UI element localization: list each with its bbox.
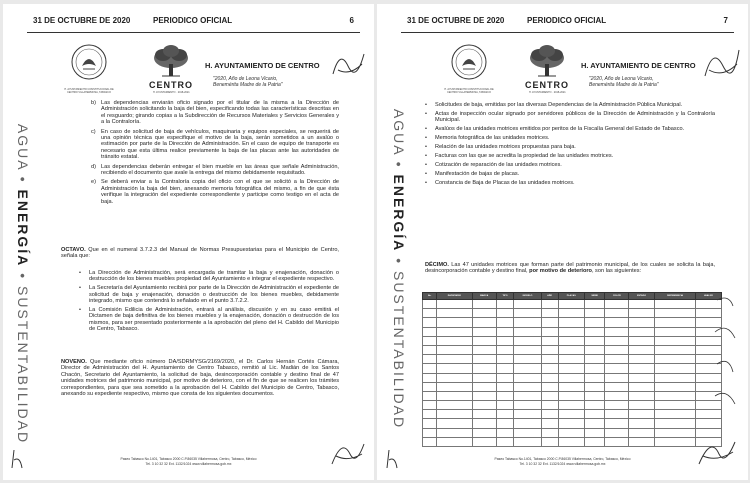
table-cell [655, 428, 696, 437]
table-cell [584, 391, 605, 400]
table-cell [541, 428, 558, 437]
table-header-row [423, 293, 722, 300]
list-item: • Constancia de Baja de Placas de las unidades motrices. [425, 179, 575, 186]
table-header-cell: ESTADO [629, 293, 655, 300]
table-cell [558, 382, 584, 391]
table-cell [496, 327, 514, 336]
table-cell [514, 401, 541, 410]
noveno-text: Que mediante oficio número DA/SDRMYSG/2169/2020, el Dr. Carlos Hernán Cortés Cámara, Director de Administración del H. Ayuntamiento de Centro Tabasco, remitió al Lic. Madián de los Santos Chacón, Secretario del Ayuntamiento, la solicitud de baja, desincorporación contable y destino final de 47 unidades motrices del patrimonio municipal, por motivo de deterioro, con el fin de que se realicen los trámites correspondientes, para que sea sometido a la aprobación del H. Cabildo del Municipio de Centro, Tabasco, anexando su expediente respectivo, mismo que consta de los siguientes documentos. [61, 359, 339, 398]
table-cell [437, 364, 472, 373]
table-cell [496, 419, 514, 428]
table-cell [655, 401, 696, 410]
decimo-label: DÉCIMO. [425, 262, 449, 268]
footer-address: Paseo Tabasco No.1401, Tabasco 2000 C.P.86035 Villahermosa, Centro, Tabasco, México [120, 457, 257, 461]
table-cell [496, 345, 514, 354]
table-cell [655, 382, 696, 391]
header-date: 31 DE OCTUBRE DE 2020 [33, 16, 131, 25]
table-cell [629, 336, 655, 345]
list-item: • Facturas con las que se acredita la propiedad de las unidades motrices. [425, 152, 614, 159]
page-footer [417, 457, 708, 466]
table-cell [437, 373, 472, 382]
table-cell [496, 373, 514, 382]
table-cell [584, 300, 605, 309]
table-row [423, 401, 722, 410]
table-cell [423, 364, 437, 373]
table-cell [514, 318, 541, 327]
table-cell [584, 345, 605, 354]
table-cell [629, 318, 655, 327]
vehicles-table [422, 292, 722, 447]
table-cell [437, 382, 472, 391]
table-cell [605, 364, 629, 373]
table-header-cell: SERIE [584, 293, 605, 300]
vertical-slogan [387, 104, 411, 434]
table-cell [472, 428, 496, 437]
table-cell [472, 373, 496, 382]
table-cell [472, 437, 496, 446]
body-text [91, 100, 339, 208]
left-page [3, 4, 374, 480]
list-item: d) Las dependencias deberán entregar el bien mueble en las áreas que señale Administración, recibiendo el documento que avale la entrega del mismo debidamente requisitado. [91, 163, 339, 177]
centro-logo-text: CENTRO [149, 80, 193, 90]
table-cell [605, 327, 629, 336]
table-cell [629, 355, 655, 364]
table-cell [514, 373, 541, 382]
motto-line-1: "2020, Año de Leona Vicario, [213, 76, 278, 82]
table-cell [423, 437, 437, 446]
header-date: 31 DE OCTUBRE DE 2020 [407, 16, 505, 25]
table-cell [423, 419, 437, 428]
table-cell [496, 318, 514, 327]
centro-logo-subtext: H. AYUNTAMIENTO · 2018-2021 [529, 91, 566, 94]
table-cell [541, 336, 558, 345]
table-cell [655, 437, 696, 446]
table-header-cell: No. [423, 293, 437, 300]
table-cell [423, 336, 437, 345]
table-cell [584, 355, 605, 364]
table-cell [558, 419, 584, 428]
table-cell [541, 382, 558, 391]
table-cell [423, 327, 437, 336]
decimo-text: Las 47 unidades motrices que forman parte del patrimonio municipal, de los cuales se solicita la baja, desincorporación contable y destino final, [425, 262, 715, 275]
page-number: 6 [349, 16, 354, 25]
table-cell [514, 428, 541, 437]
table-cell [629, 300, 655, 309]
table-row [423, 364, 722, 373]
table-cell [514, 391, 541, 400]
list-item: • La Dirección de Administración, será encargada de tramitar la baja y enajenación, donación o destrucción de los bienes muebles propiedad del Ayuntamiento e integrar el expediente respectivo. [79, 270, 339, 283]
table-cell [423, 355, 437, 364]
table-cell [423, 345, 437, 354]
table-cell [472, 336, 496, 345]
vertical-slogan [11, 114, 35, 454]
table-cell [605, 345, 629, 354]
table-cell [605, 437, 629, 446]
signature-bottom-left [8, 446, 28, 470]
table-header-cell: AVALÚO [696, 293, 722, 300]
table-cell [605, 373, 629, 382]
table-cell [541, 318, 558, 327]
table-cell [437, 391, 472, 400]
table-cell [496, 364, 514, 373]
table-cell [655, 345, 696, 354]
table-row [423, 309, 722, 318]
table-cell [496, 410, 514, 419]
centro-logo-subtext: H. AYUNTAMIENTO · 2018-2021 [153, 91, 190, 94]
table-cell [558, 401, 584, 410]
table-cell [655, 327, 696, 336]
header-title: PERIODICO OFICIAL [153, 16, 233, 25]
documents-list [425, 102, 715, 189]
table-cell [655, 410, 696, 419]
table-cell [437, 428, 472, 437]
table-cell [584, 373, 605, 382]
slogan-sustentabilidad: • SUSTENTABILIDAD [391, 258, 407, 430]
table-cell [437, 318, 472, 327]
table-cell [584, 309, 605, 318]
table-cell [655, 391, 696, 400]
table-cell [655, 318, 696, 327]
table-cell [496, 391, 514, 400]
table-cell [558, 428, 584, 437]
table-cell [584, 437, 605, 446]
motto [213, 76, 283, 88]
list-item: • Actas de inspección ocular signado por servidores públicos de la Dirección de Administración y la Contraloría Municipal. [425, 110, 715, 124]
table-row [423, 382, 722, 391]
table-cell [514, 300, 541, 309]
table-cell [437, 410, 472, 419]
signature-bottom-right [695, 434, 739, 470]
table-cell [437, 355, 472, 364]
table-cell [558, 373, 584, 382]
table-cell [629, 373, 655, 382]
ayuntamiento-title: H. AYUNTAMIENTO DE CENTRO [581, 61, 696, 70]
table-cell [655, 364, 696, 373]
table-cell [605, 410, 629, 419]
table-cell [584, 318, 605, 327]
slogan-agua: AGUA • [391, 108, 407, 169]
table-cell [423, 410, 437, 419]
table-cell [558, 437, 584, 446]
table-cell [472, 382, 496, 391]
table-cell [472, 355, 496, 364]
list-item: b) Las dependencias enviarán oficio signado por el titular de la misma a la Dirección de Administración solicitando la baja del bien, especificando todas las características descritas en el resguardo; girando copias a la Subdirección de Recursos Materiales y Servicios Generales y a la Contraloría. [91, 100, 339, 126]
table-cell [558, 345, 584, 354]
table-cell [496, 336, 514, 345]
header-divider [27, 32, 360, 33]
table-cell [605, 336, 629, 345]
table-cell [558, 391, 584, 400]
signature-top-right [699, 42, 743, 84]
table-cell [541, 401, 558, 410]
table-row [423, 391, 722, 400]
table-cell [423, 391, 437, 400]
octavo-label: OCTAVO. [61, 247, 86, 253]
signature-top-right [328, 44, 368, 84]
octavo-text: Que en el numeral 3.7.2.3 del Manual de Normas Presupuestarias para el Municipio de Centro, señala que: [61, 247, 339, 260]
table-cell [437, 336, 472, 345]
ayuntamiento-title: H. AYUNTAMIENTO DE CENTRO [205, 61, 320, 70]
table-cell [514, 364, 541, 373]
table-row [423, 410, 722, 419]
table-cell [541, 355, 558, 364]
table-cell [541, 345, 558, 354]
table-cell [584, 336, 605, 345]
table-cell [496, 300, 514, 309]
table-cell [629, 419, 655, 428]
table-cell [514, 437, 541, 446]
table-cell [541, 300, 558, 309]
table-cell [437, 300, 472, 309]
table-cell [472, 364, 496, 373]
table-body [423, 300, 722, 447]
table-cell [558, 355, 584, 364]
page-footer [43, 457, 334, 466]
table-cell [605, 318, 629, 327]
table-header-cell: TIPO [496, 293, 514, 300]
header-divider [401, 32, 734, 33]
table-cell [514, 410, 541, 419]
table-cell [605, 401, 629, 410]
table-cell [605, 382, 629, 391]
table-row [423, 428, 722, 437]
table-row [423, 318, 722, 327]
signature-margin-marks [711, 292, 741, 422]
table-cell [584, 419, 605, 428]
table-cell [629, 401, 655, 410]
table-row [423, 355, 722, 364]
table-row [423, 345, 722, 354]
table-cell [655, 419, 696, 428]
table-cell [423, 300, 437, 309]
table-cell [655, 336, 696, 345]
table-cell [605, 391, 629, 400]
list-item: • Manifestación de bajas de placas. [425, 170, 520, 177]
table-cell [605, 419, 629, 428]
seal-caption: H. AYUNTAMIENTO CONSTITUCIONAL DE CENTRO VILLAHERMOSA, TABASCO [64, 88, 114, 94]
list-item: e) Se deberá enviar a la Contraloría copia del oficio con el que se solicitó a la Dirección de Administración la baja del bien, anexando memoria fotográfica del mismo, a fin de que ésta verifique la integración del expediente correspondiente y participe como testigo en el acta de baja. [91, 179, 339, 205]
footer-contact: Tel. 3 10 32 32 Ext. 1132/1024 www.villahermosa.gob.mx [519, 461, 606, 466]
table-cell [472, 345, 496, 354]
table-cell [605, 309, 629, 318]
slogan-sustentabilidad: • SUSTENTABILIDAD [15, 273, 31, 445]
table-cell [655, 300, 696, 309]
table-cell [514, 355, 541, 364]
table-row [423, 419, 722, 428]
table-header-cell: INVENTARIO [437, 293, 472, 300]
table-row [423, 300, 722, 309]
table-cell [496, 309, 514, 318]
table-cell [437, 419, 472, 428]
table-cell [472, 391, 496, 400]
list-item: • Memoria fotográfica de las unidades motrices. [425, 135, 550, 142]
table-header-cell: MARCA [472, 293, 496, 300]
table-cell [629, 345, 655, 354]
decimo-end: , son las siguientes: [591, 268, 642, 275]
national-seal-icon [69, 42, 109, 86]
table-cell [655, 355, 696, 364]
table-cell [629, 428, 655, 437]
table-header-cell: COLOR [605, 293, 629, 300]
table-cell [472, 300, 496, 309]
slogan-agua: AGUA • [15, 123, 31, 184]
table-cell [558, 410, 584, 419]
noveno-paragraph [61, 359, 339, 400]
table-cell [584, 382, 605, 391]
table-cell [514, 327, 541, 336]
decimo-bold: por motivo de deterioro [529, 268, 592, 275]
table-cell [423, 428, 437, 437]
list-item: • Cotización de reparación de las unidades motrices. [425, 161, 562, 168]
table-cell [584, 327, 605, 336]
table-cell [496, 428, 514, 437]
table-cell [655, 309, 696, 318]
table-cell [496, 437, 514, 446]
footer-contact: Tel. 3 10 32 32 Ext. 1132/1024 www.villahermosa.gob.mx [145, 461, 232, 466]
table-cell [605, 428, 629, 437]
motto-line-2: Benemérita Madre de la Patria" [589, 82, 659, 88]
list-item: • Relación de las unidades motrices propuestas para baja. [425, 144, 576, 151]
table-cell [437, 401, 472, 410]
motto-line-1: "2020, Año de Leona Vicario, [589, 76, 654, 82]
table-cell [423, 373, 437, 382]
table-cell [558, 300, 584, 309]
table-header-cell: DEPENDENCIA [655, 293, 696, 300]
table-cell [437, 437, 472, 446]
table-cell [584, 428, 605, 437]
table-cell [605, 355, 629, 364]
slogan-energia: ENERGÍA [391, 174, 407, 253]
octavo-paragraph [61, 247, 339, 263]
table-cell [472, 401, 496, 410]
table-cell [496, 401, 514, 410]
page-header [377, 16, 748, 30]
table-cell [558, 309, 584, 318]
table-cell [472, 318, 496, 327]
table-cell [437, 327, 472, 336]
table-cell [514, 309, 541, 318]
table-cell [496, 355, 514, 364]
table-cell [629, 437, 655, 446]
table-cell [423, 401, 437, 410]
table-cell [514, 336, 541, 345]
header-title: PERIODICO OFICIAL [527, 16, 607, 25]
table-header-cell: PLACAS [558, 293, 584, 300]
table-cell [629, 309, 655, 318]
table-cell [423, 309, 437, 318]
list-item: • La Comisión Edilicia de Administración, entrará al análisis, discusión y en su caso emitirá el Dictamen de baja definitiva de los bienes muebles y la enajenación, donación o destrucción de los mismos, para ser presentado posteriormente a la aprobación del pleno del H. Cabildo del Municipio de Centro, Tabasco. [79, 307, 339, 333]
table-cell [437, 345, 472, 354]
table-cell [472, 327, 496, 336]
table-cell [605, 300, 629, 309]
list-item: c) En caso de solicitud de baja de vehículos, maquinaria y equipos especiales, se requerirá de una opinión técnica que especifique el motivo de la baja, serán sometidos a un avalúo o estimación por parte de la Dirección de Administración. En el caso de equipo de transporte es necesario que esta última realice previamente la baja de las placas ante las autoridades de tránsito estatal. [91, 128, 339, 161]
octavo-bullets [79, 270, 339, 335]
table-cell [584, 401, 605, 410]
motto [589, 76, 659, 88]
table-cell [655, 373, 696, 382]
table-cell [472, 410, 496, 419]
table-cell [629, 327, 655, 336]
table-cell [541, 327, 558, 336]
table-cell [423, 382, 437, 391]
table-cell [558, 336, 584, 345]
table-row [423, 373, 722, 382]
table-cell [541, 373, 558, 382]
table-cell [541, 410, 558, 419]
table-cell [629, 364, 655, 373]
table-cell [558, 318, 584, 327]
page-number: 7 [723, 16, 728, 25]
table-cell [584, 364, 605, 373]
table-cell [472, 419, 496, 428]
table-cell [541, 309, 558, 318]
table-cell [514, 382, 541, 391]
noveno-label: NOVENO. [61, 359, 87, 365]
table-cell [541, 419, 558, 428]
seal-caption: H. AYUNTAMIENTO CONSTITUCIONAL DE CENTRO VILLAHERMOSA, TABASCO [444, 88, 494, 94]
list-item: • La Secretaría del Ayuntamiento recibirá por parte de la Dirección de Administración el expediente de solicitud de baja y enajenación, donación o destrucción de los bienes muebles, debidamente integrado, mismo que contendrá lo señalado en el punto 3.7.2.2. [79, 285, 339, 305]
table-cell [629, 382, 655, 391]
signature-bottom-right [328, 436, 368, 470]
list-item: • Avalúos de las unidades motrices emitidos por peritos de la Fiscalía General del Estado de Tabasco. [425, 126, 685, 133]
signature-bottom-left [383, 446, 403, 470]
table-cell [514, 419, 541, 428]
table-cell [629, 410, 655, 419]
table-row [423, 327, 722, 336]
national-seal-icon [449, 42, 489, 86]
list-item: • Solicitudes de baja, emitidas por las diversas Dependencias de la Administración Pública Municipal. [425, 102, 683, 108]
table-cell [514, 345, 541, 354]
table-cell [541, 364, 558, 373]
table-cell [541, 391, 558, 400]
table-cell [437, 309, 472, 318]
page-header [3, 16, 374, 30]
table-cell [558, 364, 584, 373]
table-header-cell: MODELO [514, 293, 541, 300]
table-cell [558, 327, 584, 336]
table-cell [423, 318, 437, 327]
centro-logo-text: CENTRO [525, 80, 569, 90]
table-row [423, 437, 722, 446]
footer-address: Paseo Tabasco No.1401, Tabasco 2000 C.P.86035 Villahermosa, Centro, Tabasco, México [494, 457, 631, 461]
table-row [423, 336, 722, 345]
decimo-paragraph [425, 262, 715, 278]
right-page [377, 4, 748, 480]
motto-line-2: Benemérita Madre de la Patria" [213, 82, 283, 88]
table-cell [496, 382, 514, 391]
table-header-cell: AÑO [541, 293, 558, 300]
table-cell [584, 410, 605, 419]
slogan-energia: ENERGÍA [15, 189, 31, 268]
table-cell [472, 309, 496, 318]
table-cell [629, 391, 655, 400]
table-cell [541, 437, 558, 446]
